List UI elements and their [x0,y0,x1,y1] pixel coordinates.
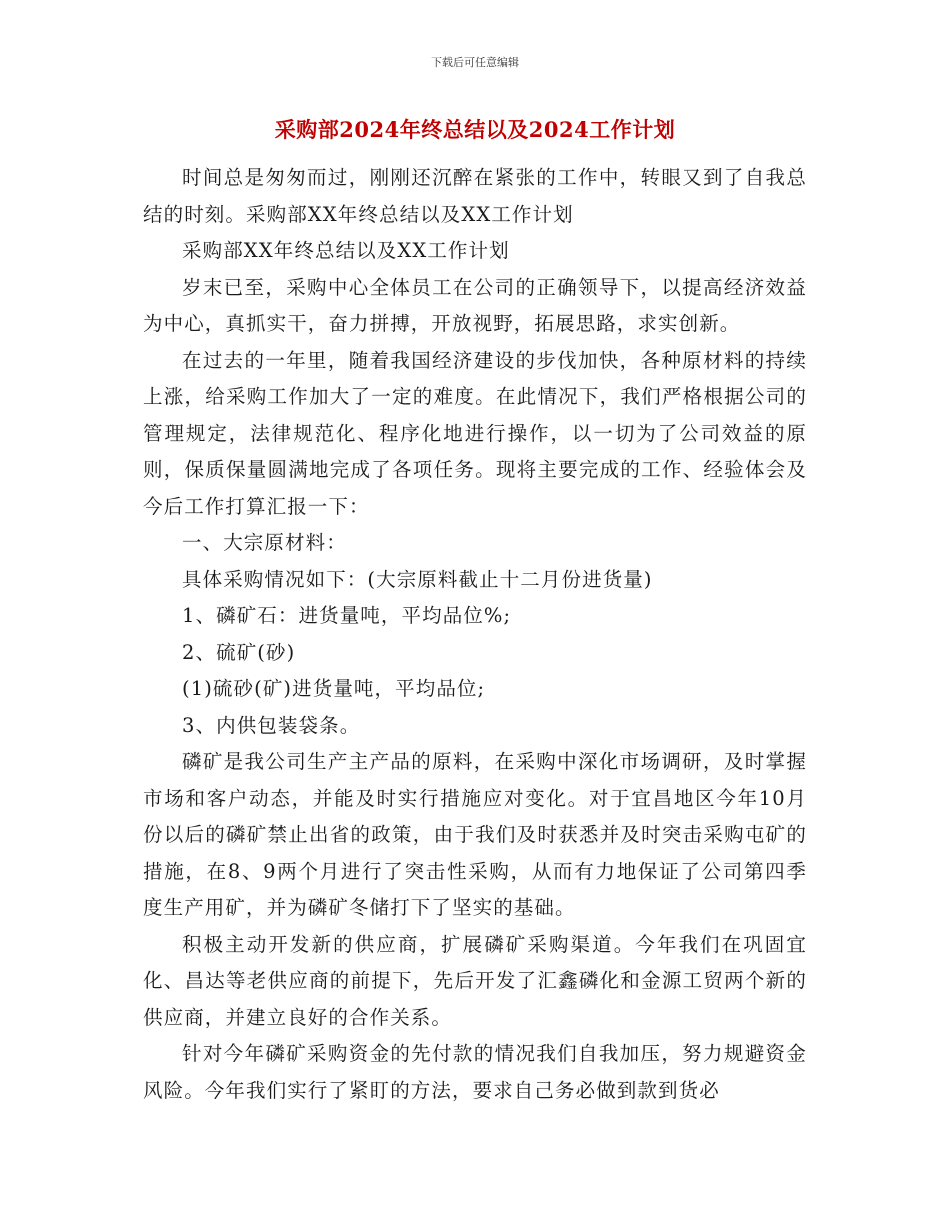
paragraph: 针对今年磷矿采购资金的先付款的情况我们自我加压，努力规避资金风险。今年我们实行了紧盯的方法，要求自己务必做到款到货必 [143,1042,807,1102]
paragraph: 时间总是匆匆而过，刚刚还沉醉在紧张的工作中，转眼又到了自我总结的时刻。采购部XX年终总结以及XX工作计划 [143,166,807,226]
list-item: (1)硫砂(矿)进货量吨，平均品位; [182,677,486,700]
paragraph: 积极主动开发新的供应商，扩展磷矿采购渠道。今年我们在巩固宜化、昌达等老供应商的前提下，先后开发了汇鑫磷化和金源工贸两个新的供应商，并建立良好的合作关系。 [143,932,807,1029]
document-body [143,160,807,1109]
paragraph: 具体采购情况如下：(大宗原料截止十二月份进货量) [182,567,653,591]
paragraph: 岁末已至，采购中心全体员工在公司的正确领导下，以提高经济效益为中心，真抓实干，奋力拼搏，开放视野，拓展思路，求实创新。 [143,275,807,335]
paragraph: 磷矿是我公司生产主产品的原料，在采购中深化市场调研，及时掌握市场和客户动态，并能及时实行措施应对变化。对于宜昌地区今年10月份以后的磷矿禁止出省的政策，由于我们及时获悉并及时突击采购屯矿的措施，在8、9两个月进行了突击性采购，从而有力地保证了公司第四季度生产用矿，并为磷矿冬储打下了坚实的基础。 [143,750,807,919]
list-item: 1、磷矿石：进货量吨，平均品位%; [182,604,512,627]
section-heading: 一、大宗原材料： [182,531,347,554]
paragraph: 采购部XX年终总结以及XX工作计划 [182,239,510,262]
paragraph: 在过去的一年里，随着我国经济建设的步伐加快，各种原材料的持续上涨，给采购工作加大了一定的难度。在此情况下，我们严格根据公司的管理规定，法律规范化、程序化地进行操作，以一切为了公司效益的原则，保质保量圆满地完成了各项任务。现将主要完成的工作、经验体会及今后工作打算汇报一下： [143,348,807,518]
list-item: 2、硫矿(砂) [182,640,296,664]
list-item: 3、内供包装袋条。 [182,713,361,737]
page-header: 下载后可任意编辑 [431,56,519,69]
document-title: 采购部2024年终总结以及2024工作计划 [274,117,676,142]
